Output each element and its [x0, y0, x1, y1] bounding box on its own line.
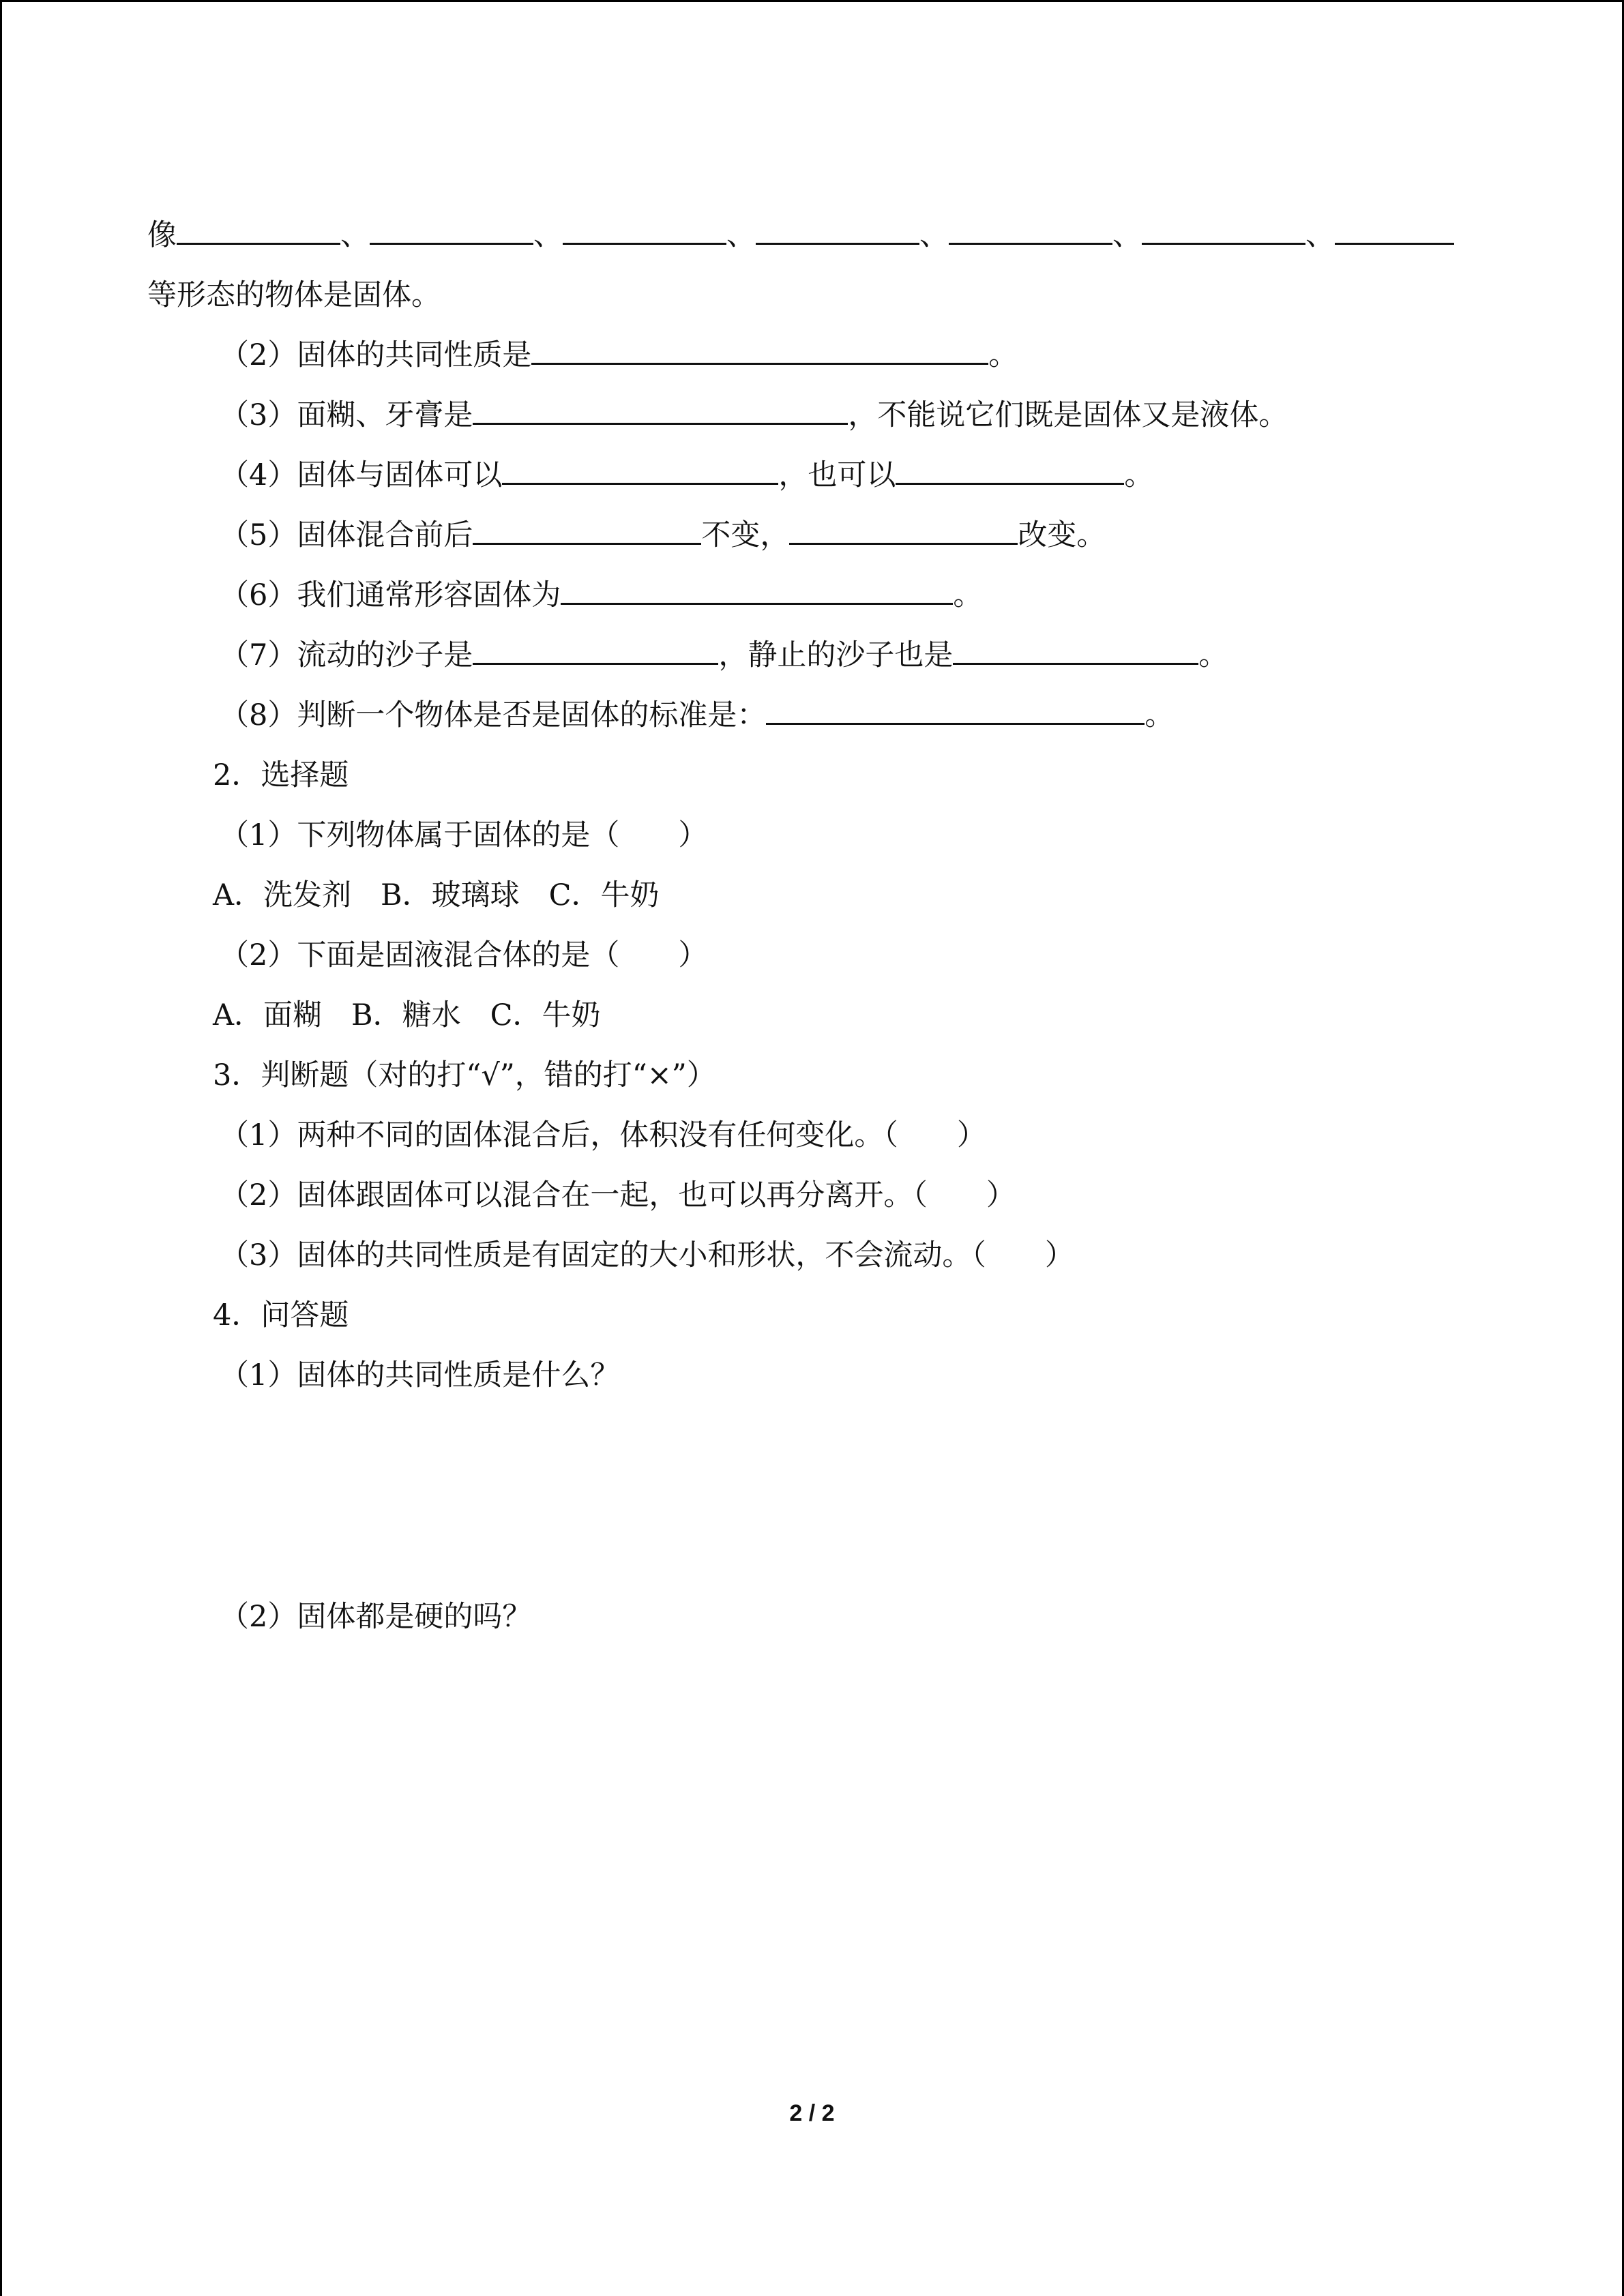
choice-heading: 2．选择题 — [213, 758, 349, 792]
q1-prefix: 像 — [147, 218, 177, 252]
period: 。 — [988, 338, 1018, 372]
qa-q1: （1）固体的共同性质是什么？ — [220, 1358, 620, 1392]
blank-6[interactable] — [1142, 215, 1305, 245]
separator: 、 — [726, 218, 756, 252]
q7-blank-2[interactable] — [953, 636, 1198, 665]
q8-blank[interactable] — [766, 696, 1145, 725]
q7-mid: ，静止的沙子也是 — [718, 638, 954, 672]
q5-blank-1[interactable] — [473, 516, 701, 545]
question-3 — [220, 395, 1288, 436]
q3-text: （3）面糊、牙膏是 — [220, 398, 473, 432]
blank-1[interactable] — [177, 215, 340, 245]
blank-5[interactable] — [949, 215, 1112, 245]
q6-text: （6）我们通常形容固体为 — [220, 578, 561, 612]
choice-q1: （1）下列物体属于固体的是（ ） — [220, 818, 708, 852]
judge-heading: 3．判断题（对的打“√”，错的打“×”） — [213, 1058, 716, 1092]
question-4 — [220, 455, 1153, 496]
judge-q1: （1）两种不同的固体混合后，体积没有任何变化。（ ） — [220, 1118, 986, 1152]
judge-q2: （2）固体跟固体可以混合在一起，也可以再分离开。（ ） — [220, 1178, 1016, 1212]
separator: 、 — [1112, 218, 1142, 252]
q3-blank[interactable] — [473, 396, 848, 425]
question-5 — [220, 515, 1106, 556]
separator: 、 — [1305, 218, 1335, 252]
blank-2[interactable] — [370, 215, 533, 245]
page-number: 2 / 2 — [789, 2100, 835, 2126]
choice-q2: （2）下面是固液混合体的是（ ） — [220, 938, 708, 972]
period: 。 — [1198, 638, 1228, 672]
q5-tail: 改变。 — [1018, 518, 1106, 552]
q8-text: （8）判断一个物体是否是固体的标准是： — [220, 698, 767, 732]
q5-mid: 不变， — [701, 518, 790, 552]
qa-q2: （2）固体都是硬的吗？ — [220, 1600, 532, 1634]
blank-3[interactable] — [563, 215, 726, 245]
q7-text: （7）流动的沙子是 — [220, 638, 473, 672]
question-2 — [220, 335, 1018, 376]
question-7 — [220, 635, 1228, 676]
q3-tail: ，不能说它们既是固体又是液体。 — [848, 398, 1288, 432]
q4-text: （4）固体与固体可以 — [220, 458, 503, 492]
q4-mid: ，也可以 — [778, 458, 896, 492]
separator: 、 — [340, 218, 370, 252]
q6-blank[interactable] — [561, 576, 953, 605]
separator: 、 — [533, 218, 563, 252]
q7-blank-1[interactable] — [473, 636, 718, 665]
period: 。 — [953, 578, 983, 612]
blank-4[interactable] — [756, 215, 919, 245]
q2-blank[interactable] — [531, 336, 988, 365]
question-6 — [220, 575, 982, 616]
choice-q1-options: A．洗发剂 B．玻璃球 C．牛奶 — [213, 878, 660, 912]
q5-blank-2[interactable] — [789, 516, 1018, 545]
q1-continuation: 等形态的物体是固体。 — [147, 278, 441, 312]
blank-7[interactable] — [1335, 215, 1454, 245]
q4-blank-1[interactable] — [502, 456, 778, 485]
judge-q3: （3）固体的共同性质是有固定的大小和形状，不会流动。（ ） — [220, 1238, 1074, 1272]
q4-blank-2[interactable] — [896, 456, 1124, 485]
choice-q2-options: A．面糊 B．糖水 C．牛奶 — [213, 998, 601, 1032]
q2-text: （2）固体的共同性质是 — [220, 338, 532, 372]
period: 。 — [1145, 698, 1175, 732]
separator: 、 — [919, 218, 949, 252]
q1-blank-line — [147, 215, 1454, 256]
qa-heading: 4．问答题 — [213, 1298, 349, 1332]
question-8 — [220, 695, 1174, 736]
period: 。 — [1124, 458, 1154, 492]
q5-text: （5）固体混合前后 — [220, 518, 473, 552]
